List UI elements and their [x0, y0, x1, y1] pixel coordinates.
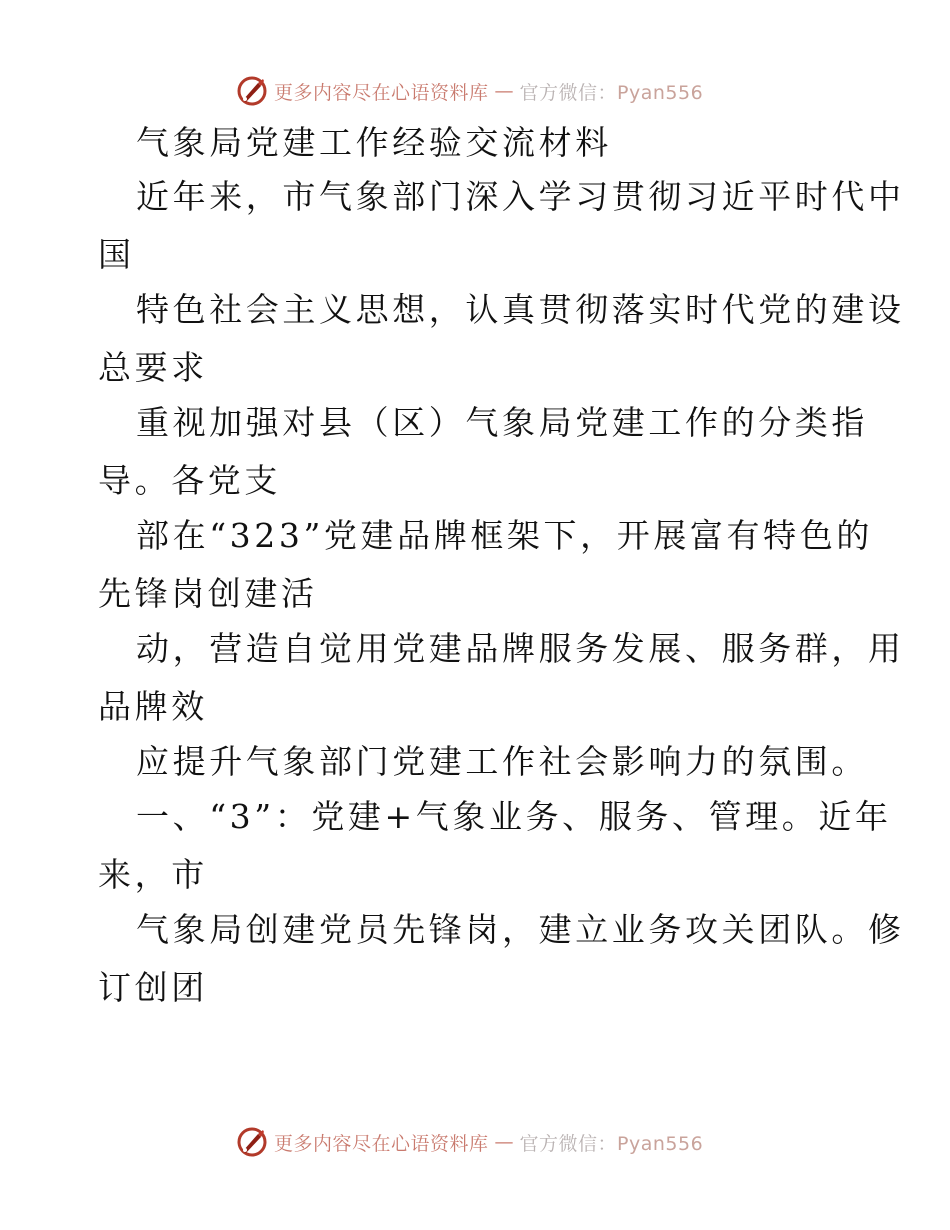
- paragraph-line: 特色社会主义思想，认真贯彻落实时代党的建设: [136, 290, 905, 329]
- paragraph-line: 部在“323”党建品牌框架下，开展富有特色的: [136, 516, 873, 555]
- paragraph-line: 气象局创建党员先锋岗，建立业务攻关团队。修: [136, 910, 905, 949]
- footer-dash: —: [494, 1131, 514, 1153]
- paragraph-line: 应提升气象部门党建工作社会影响力的氛围。: [136, 742, 868, 781]
- header-contact: [520, 78, 704, 105]
- header-dash: —: [494, 80, 514, 102]
- paragraph: [98, 290, 905, 387]
- paragraph-continuation: 先锋岗创建活: [98, 574, 318, 613]
- footer-banner[interactable]: [236, 1125, 703, 1159]
- document-title: 气象局党建工作经验交流材料: [136, 123, 612, 162]
- paragraph: [98, 910, 905, 1007]
- paragraph-continuation: 总要求: [98, 348, 208, 387]
- paragraph-continuation: 来，市: [98, 855, 208, 894]
- paragraph-line: 动，营造自觉用党建品牌服务发展、服务群，用: [136, 629, 905, 668]
- paragraph: [98, 516, 873, 613]
- footer-promo-text: 更多内容尽在心语资料库: [274, 1132, 489, 1155]
- paragraph-line: 近年来，市气象部门深入学习贯彻习近平时代中: [136, 177, 905, 216]
- paragraph-continuation: 导。各党支: [98, 461, 281, 500]
- paragraph: [98, 177, 905, 274]
- paragraph-line: 一、“3”：党建+气象业务、服务、管理。近年: [136, 797, 892, 836]
- header-promo-text: 更多内容尽在心语资料库: [274, 81, 489, 104]
- paragraph: [98, 797, 892, 894]
- header-banner[interactable]: [236, 74, 703, 108]
- footer-contact-id: Pyan556: [617, 1132, 704, 1155]
- footer-contact-label: 官方微信：: [519, 1132, 618, 1155]
- quill-seal-icon: [236, 75, 268, 107]
- paragraph-continuation: 品牌效: [98, 687, 208, 726]
- paragraph: [98, 629, 905, 726]
- paragraph: [98, 742, 868, 781]
- quill-seal-icon: [236, 1126, 268, 1158]
- paragraph-continuation: 国: [98, 235, 135, 274]
- paragraph-continuation: 订创团: [98, 968, 208, 1007]
- footer-contact: [520, 1129, 704, 1156]
- paragraph: [98, 403, 868, 500]
- paragraph-line: 重视加强对县（区）气象局党建工作的分类指: [136, 403, 868, 442]
- header-contact-label: 官方微信：: [519, 81, 618, 104]
- document-body: [98, 123, 905, 1007]
- header-contact-id: Pyan556: [617, 81, 704, 104]
